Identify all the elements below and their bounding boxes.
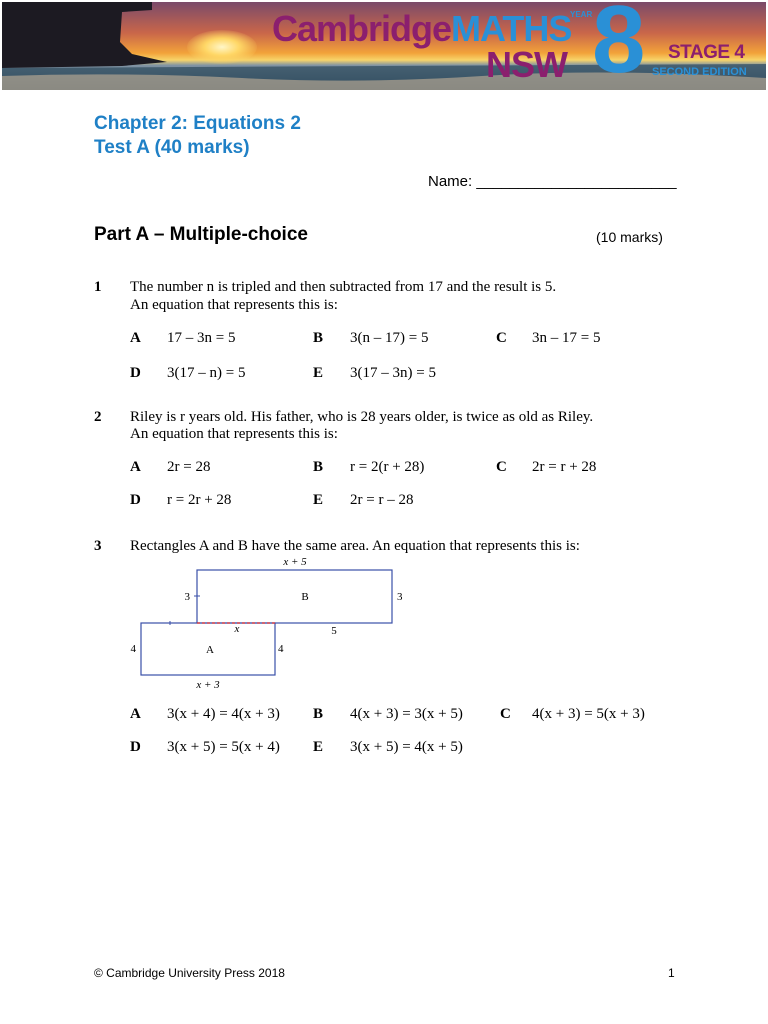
label-a-left: 4 bbox=[130, 643, 136, 655]
test-title: Test A (40 marks) bbox=[94, 137, 250, 158]
option-letter: A bbox=[130, 330, 141, 346]
question-text: An equation that represents this is: bbox=[130, 426, 338, 442]
part-title: Part A – Multiple-choice bbox=[94, 224, 308, 245]
rectangle-b bbox=[197, 570, 392, 623]
option-text[interactable]: 3n – 17 = 5 bbox=[532, 330, 601, 346]
label-b-name: B bbox=[301, 591, 309, 603]
label-x: x bbox=[234, 623, 240, 635]
rectangles-diagram bbox=[120, 552, 420, 692]
option-text[interactable]: 4(x + 3) = 5(x + 3) bbox=[532, 706, 645, 722]
label-bottom: x + 3 bbox=[196, 679, 220, 691]
label-top: x + 5 bbox=[283, 556, 307, 568]
option-letter: C bbox=[500, 706, 511, 722]
question-text: The number n is tripled and then subtracted from 17 and the result is 5. bbox=[130, 279, 557, 295]
option-letter: E bbox=[313, 739, 324, 755]
option-letter: E bbox=[313, 492, 324, 508]
label-b-right: 3 bbox=[397, 591, 403, 603]
option-text[interactable]: 3(x + 5) = 4(x + 5) bbox=[350, 739, 463, 755]
option-text[interactable]: r = 2(r + 28) bbox=[350, 459, 425, 475]
option-letter: D bbox=[130, 492, 141, 508]
header-banner bbox=[2, 2, 766, 90]
option-letter: A bbox=[130, 706, 141, 722]
option-letter: D bbox=[130, 365, 141, 381]
option-text[interactable]: r = 2r + 28 bbox=[167, 492, 232, 508]
brand-wordmark: CambridgeMATHS bbox=[272, 8, 572, 49]
name-field[interactable]: Name: ________________________ bbox=[428, 173, 677, 190]
option-letter: C bbox=[496, 330, 507, 346]
option-text[interactable]: 3(x + 4) = 4(x + 3) bbox=[167, 706, 280, 722]
question-number: 1 bbox=[94, 279, 102, 295]
brand-stage: STAGE 4 bbox=[668, 42, 745, 63]
option-letter: E bbox=[313, 365, 324, 381]
option-text[interactable]: 3(17 – 3n) = 5 bbox=[350, 365, 436, 381]
label-a-right: 4 bbox=[278, 643, 284, 655]
chapter-title: Chapter 2: Equations 2 bbox=[94, 113, 301, 134]
option-text[interactable]: 4(x + 3) = 3(x + 5) bbox=[350, 706, 463, 722]
label-5: 5 bbox=[331, 625, 337, 637]
option-text[interactable]: 3(x + 5) = 5(x + 4) bbox=[167, 739, 280, 755]
question-number: 2 bbox=[94, 409, 102, 425]
part-marks: (10 marks) bbox=[596, 229, 663, 245]
brand-nsw: NSW bbox=[486, 44, 567, 85]
chapter-heading bbox=[94, 112, 301, 160]
question-text: Rectangles A and B have the same area. An equation that represents this is: bbox=[130, 538, 580, 554]
label-b-left: 3 bbox=[184, 591, 190, 603]
brand-edition: SECOND EDITION bbox=[652, 66, 747, 78]
option-text[interactable]: 2r = r – 28 bbox=[350, 492, 414, 508]
question-text: Riley is r years old. His father, who is 28 years older, is twice as old as Riley. bbox=[130, 409, 594, 425]
question-number: 3 bbox=[94, 538, 102, 554]
option-text[interactable]: 17 – 3n = 5 bbox=[167, 330, 236, 346]
option-text[interactable]: 2r = r + 28 bbox=[532, 459, 597, 475]
option-letter: A bbox=[130, 459, 141, 475]
option-letter: D bbox=[130, 739, 141, 755]
page-number: 1 bbox=[668, 966, 675, 980]
option-text[interactable]: 2r = 28 bbox=[167, 459, 211, 475]
option-letter: B bbox=[313, 459, 324, 475]
option-letter: C bbox=[496, 459, 507, 475]
brand-year-label: YEAR bbox=[570, 10, 593, 19]
footer-copyright: © Cambridge University Press 2018 bbox=[94, 966, 285, 980]
option-letter: B bbox=[313, 330, 324, 346]
question-text: An equation that represents this is: bbox=[130, 297, 338, 313]
label-a-name: A bbox=[206, 644, 214, 656]
option-text[interactable]: 3(n – 17) = 5 bbox=[350, 330, 429, 346]
option-text[interactable]: 3(17 – n) = 5 bbox=[167, 365, 246, 381]
brand-year-number: 8 bbox=[592, 2, 646, 90]
option-letter: B bbox=[313, 706, 324, 722]
